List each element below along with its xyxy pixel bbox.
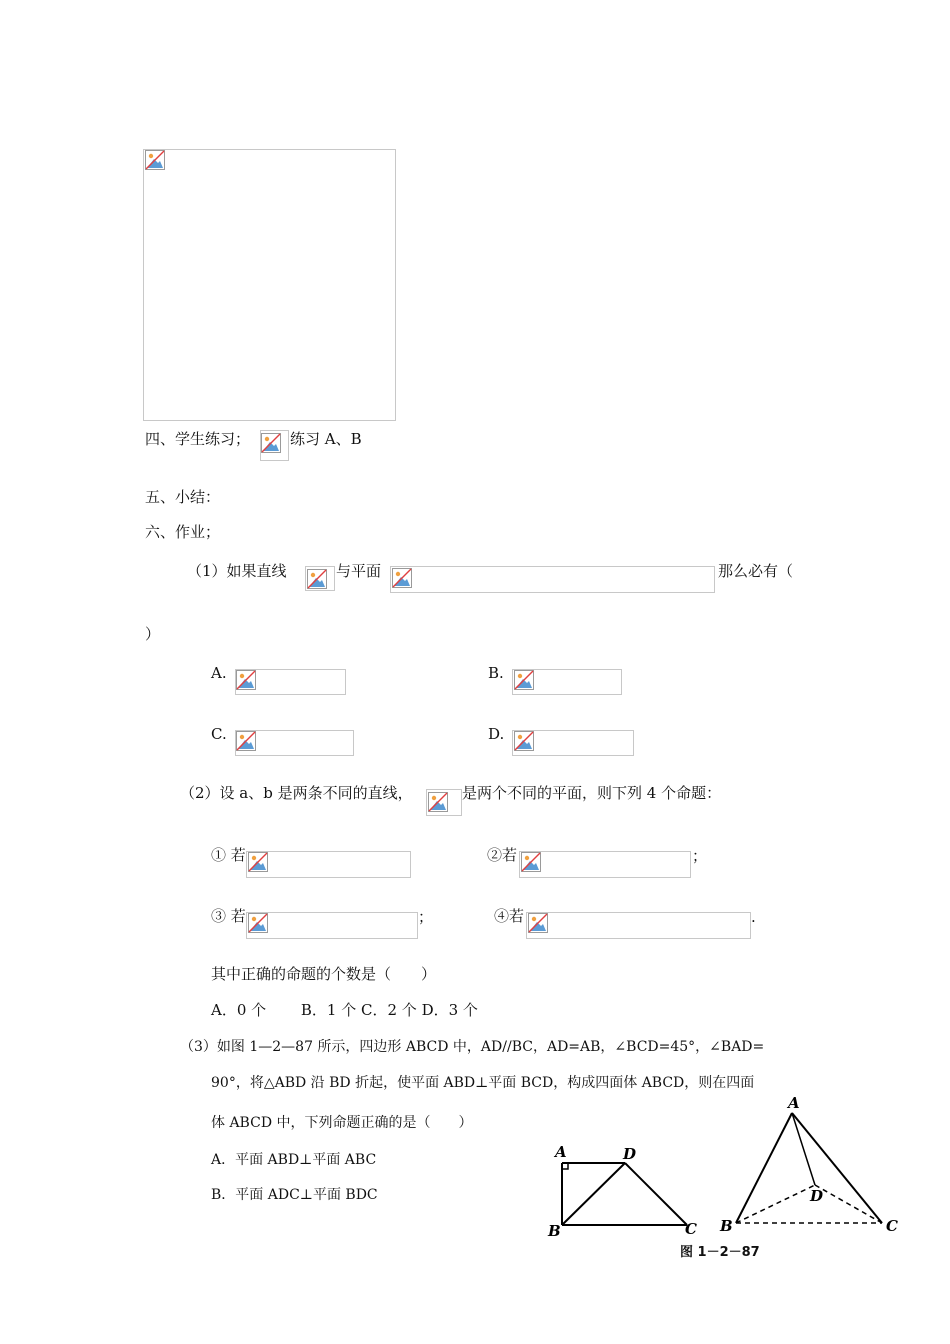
broken-image-icon bbox=[236, 670, 256, 690]
q3-line2: 90°，将△ABD 沿 BD 折起，使平面 ABD⊥平面 BCD，构成四面体 ABCD，则在四面 bbox=[211, 1075, 755, 1091]
q1-suffix: 那么必有（ bbox=[718, 562, 794, 580]
item2-formula bbox=[519, 851, 691, 878]
broken-image-icon bbox=[392, 568, 412, 588]
section4-label: 四、学生练习； bbox=[145, 430, 251, 448]
q2-item1: ① 若 bbox=[211, 846, 246, 864]
item4-formula bbox=[526, 912, 751, 939]
broken-image-icon bbox=[248, 913, 268, 933]
section4-suffix: 练习 A、B bbox=[290, 430, 362, 448]
q2-item2: ②若 bbox=[487, 846, 518, 864]
broken-image-icon bbox=[521, 852, 541, 872]
broken-image-icon bbox=[514, 731, 534, 751]
fig-right-d: D bbox=[810, 1187, 824, 1205]
q3-line1: （3）如图 1—2—87 所示，四边形 ABCD 中，AD//BC，AD=AB，∠BCD=45°，∠BAD= bbox=[180, 1039, 765, 1055]
figure-caption: 图 1－2－87 bbox=[680, 1245, 760, 1260]
broken-image-icon bbox=[528, 913, 548, 933]
q1-option-a: A. bbox=[211, 664, 227, 682]
fig-left-d: D bbox=[623, 1145, 637, 1163]
item3-separator: ； bbox=[418, 908, 434, 926]
broken-image-icon bbox=[236, 731, 256, 751]
q3-option-a: A．平面 ABD⊥平面 ABC bbox=[211, 1152, 377, 1168]
section5-label: 五、小结： bbox=[145, 488, 221, 506]
tetrahedron-abcd bbox=[736, 1113, 882, 1223]
q3-line3: 体 ABCD 中，下列命题正确的是（ ） bbox=[211, 1115, 473, 1131]
fig-left-b: B bbox=[548, 1222, 561, 1240]
q1-option-c: C. bbox=[211, 725, 227, 743]
q2-answers: A．0 个 B．1 个 C．2 个 D．3 个 bbox=[211, 1001, 478, 1019]
q3-option-b: B．平面 ADC⊥平面 BDC bbox=[211, 1187, 378, 1203]
quadrilateral-abcd bbox=[562, 1163, 687, 1225]
broken-image-icon bbox=[428, 792, 448, 812]
q1-mid: 与平面 bbox=[336, 562, 382, 580]
formula-box-plane bbox=[390, 566, 715, 593]
item1-formula bbox=[246, 851, 411, 878]
broken-image-icon bbox=[307, 569, 327, 589]
large-image-placeholder bbox=[143, 149, 396, 421]
q2-prefix: （2）设 a、b 是两条不同的直线， bbox=[180, 784, 413, 802]
q2-item3: ③ 若 bbox=[211, 907, 246, 925]
item2-separator: ； bbox=[692, 847, 708, 865]
broken-image-icon bbox=[261, 433, 281, 453]
broken-image-icon bbox=[248, 852, 268, 872]
q1-option-b: B. bbox=[488, 664, 504, 682]
q1-close: ） bbox=[145, 625, 161, 643]
q2-suffix: 是两个不同的平面，则下列 4 个命题： bbox=[462, 784, 722, 802]
broken-image-icon bbox=[514, 670, 534, 690]
q1-option-d: D. bbox=[488, 725, 505, 743]
item3-formula bbox=[246, 912, 418, 939]
fig-right-a: A bbox=[788, 1095, 800, 1112]
fig-left-a: A bbox=[555, 1143, 567, 1161]
item4-period: . bbox=[751, 908, 756, 926]
fig-left-c: C bbox=[685, 1220, 697, 1238]
q2-question: 其中正确的命题的个数是（ ） bbox=[211, 965, 437, 983]
q2-item4: ④若 bbox=[494, 907, 525, 925]
broken-image-icon bbox=[145, 150, 165, 170]
section6-label: 六、作业； bbox=[145, 523, 221, 541]
fig-right-b: B bbox=[720, 1217, 733, 1235]
fig-right-c: C bbox=[886, 1217, 898, 1235]
q1-prefix: （1）如果直线 bbox=[187, 562, 287, 580]
